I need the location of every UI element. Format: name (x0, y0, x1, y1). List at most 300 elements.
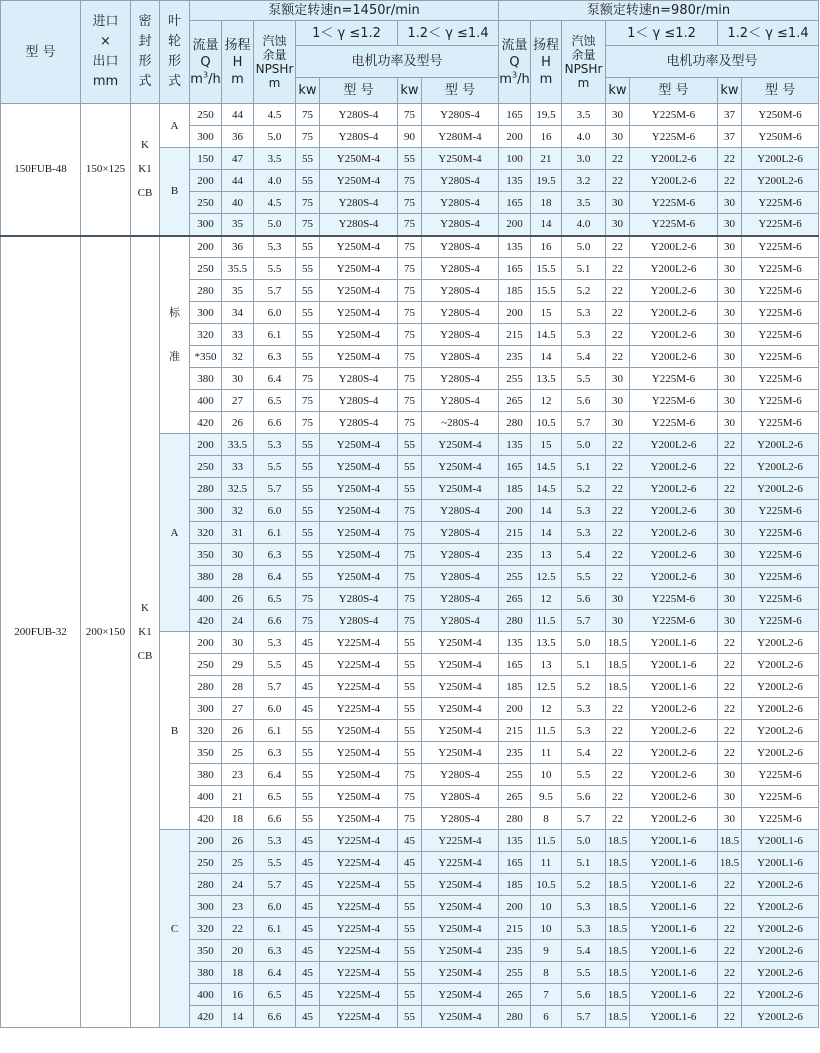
table-cell: 420 (190, 1006, 222, 1028)
table-cell: 135 (499, 434, 531, 456)
table-cell: 300 (190, 302, 222, 324)
table-cell: Y200L2-6 (630, 808, 718, 830)
table-cell: 135 (499, 236, 531, 258)
table-cell: 18.5 (606, 896, 630, 918)
table-cell: Y200L2-6 (742, 698, 819, 720)
table-cell: 5.7 (254, 874, 296, 896)
table-cell: 6.5 (254, 588, 296, 610)
impeller-type-label: B (170, 724, 179, 737)
table-cell: Y200L2-6 (742, 654, 819, 676)
table-cell: 36 (222, 236, 254, 258)
table-cell: 215 (499, 522, 531, 544)
table-cell: 15.5 (531, 280, 562, 302)
table-cell: 5.5 (254, 258, 296, 280)
table-cell: Y225M-6 (742, 192, 819, 214)
table-cell: 255 (499, 962, 531, 984)
table-cell: 55 (296, 566, 320, 588)
table-cell: 8 (531, 808, 562, 830)
table-cell: 200 (499, 126, 531, 148)
table-cell: 280 (190, 874, 222, 896)
table-cell: Y280M-4 (422, 126, 499, 148)
table-cell: 5.7 (562, 1006, 606, 1028)
table-cell: 5.6 (562, 984, 606, 1006)
table-cell: 280 (499, 610, 531, 632)
table-cell: 5.0 (562, 434, 606, 456)
table-cell: Y225M-6 (630, 214, 718, 236)
table-cell: 45 (296, 940, 320, 962)
table-cell: Y280S-4 (422, 764, 499, 786)
table-cell: 55 (398, 940, 422, 962)
table-cell: Y225M-6 (630, 610, 718, 632)
table-cell: 21 (531, 148, 562, 170)
table-cell: 6.4 (254, 566, 296, 588)
table-cell: Y280S-4 (320, 126, 398, 148)
table-cell: Y250M-4 (422, 896, 499, 918)
table-cell: 5.5 (254, 456, 296, 478)
table-cell: Y200L2-6 (742, 434, 819, 456)
table-cell: 75 (398, 566, 422, 588)
table-cell: Y225M-6 (742, 544, 819, 566)
table-cell: 26 (222, 720, 254, 742)
table-cell: Y250M-4 (320, 434, 398, 456)
table-cell: 200 (499, 500, 531, 522)
table-cell: 5.5 (562, 962, 606, 984)
table-cell: Y225M-6 (742, 764, 819, 786)
table-cell: Y250M-4 (320, 346, 398, 368)
table-cell: 30 (718, 500, 742, 522)
table-cell: Y225M-6 (742, 412, 819, 434)
table-cell: Y280S-4 (320, 214, 398, 236)
table-cell: 22 (718, 874, 742, 896)
table-cell: Y225M-4 (320, 962, 398, 984)
table-cell: ~280S-4 (422, 412, 499, 434)
impeller-type-label: C (170, 922, 179, 935)
table-cell: Y225M-6 (742, 324, 819, 346)
table-cell: 18.5 (606, 918, 630, 940)
table-cell: 30 (606, 368, 630, 390)
table-cell: 55 (296, 522, 320, 544)
table-cell: 380 (190, 962, 222, 984)
table-cell: Y200L1-6 (630, 632, 718, 654)
table-cell: Y200L2-6 (630, 786, 718, 808)
seal-type-label: K (141, 139, 149, 152)
table-cell: 14 (531, 522, 562, 544)
header-seal-type: 密 封 形 式 (131, 1, 160, 104)
header-head-1450: 扬程 H m (222, 21, 254, 104)
table-cell: 75 (398, 412, 422, 434)
table-cell: Y200L2-6 (630, 478, 718, 500)
table-cell: Y200L2-6 (630, 280, 718, 302)
table-cell: 3.5 (254, 148, 296, 170)
table-cell: Y250M-4 (320, 302, 398, 324)
table-cell: 7 (531, 984, 562, 1006)
table-cell: 5.0 (562, 236, 606, 258)
table-cell: 200 (190, 170, 222, 192)
table-cell: Y200L2-6 (630, 698, 718, 720)
table-cell: 55 (398, 918, 422, 940)
table-cell: Y225M-4 (320, 698, 398, 720)
table-cell: Y250M-4 (320, 236, 398, 258)
table-cell: 6.1 (254, 522, 296, 544)
table-cell: Y225M-4 (320, 676, 398, 698)
table-cell: 4.0 (562, 126, 606, 148)
table-cell: 13.5 (531, 368, 562, 390)
table-cell: Y200L1-6 (630, 830, 718, 852)
header-speed-980: 泵额定转速n=980r/min (499, 1, 819, 21)
table-cell: 30 (222, 632, 254, 654)
table-cell: 30 (222, 544, 254, 566)
table-cell: 265 (499, 786, 531, 808)
table-cell: 135 (499, 170, 531, 192)
table-cell: 5.3 (562, 522, 606, 544)
table-cell: 6.5 (254, 984, 296, 1006)
table-cell: Y280S-4 (422, 588, 499, 610)
table-cell: Y250M-6 (742, 104, 819, 126)
table-cell: 100 (499, 148, 531, 170)
table-cell: 5.3 (562, 918, 606, 940)
table-cell: 400 (190, 786, 222, 808)
table-cell: 380 (190, 368, 222, 390)
table-cell: 55 (296, 456, 320, 478)
table-cell: 320 (190, 324, 222, 346)
table-cell: 22 (606, 258, 630, 280)
table-cell: 75 (296, 214, 320, 236)
table-cell: 250 (190, 852, 222, 874)
table-cell: Y280S-4 (422, 258, 499, 280)
table-cell: Y200L2-6 (742, 742, 819, 764)
table-cell: Y225M-4 (422, 830, 499, 852)
table-cell: 37 (718, 126, 742, 148)
table-cell: 12.5 (531, 676, 562, 698)
table-cell: Y200L1-6 (630, 918, 718, 940)
table-cell: 75 (296, 192, 320, 214)
table-cell: 200 (190, 830, 222, 852)
table-cell: 185 (499, 676, 531, 698)
table-cell: 22 (606, 522, 630, 544)
table-cell: Y225M-4 (320, 1006, 398, 1028)
table-cell: 30 (718, 192, 742, 214)
table-cell: Y200L1-6 (630, 962, 718, 984)
table-cell: Y280S-4 (422, 390, 499, 412)
table-cell: Y200L2-6 (742, 896, 819, 918)
table-cell: Y200L2-6 (742, 632, 819, 654)
impeller-type-cell (160, 236, 190, 434)
header-kw: kw (718, 78, 742, 104)
table-cell: 18.5 (606, 852, 630, 874)
table-cell: 380 (190, 566, 222, 588)
impeller-type-label: A (170, 119, 179, 132)
model-cell: 150FUB-48 (1, 104, 81, 236)
table-cell: 4.5 (254, 192, 296, 214)
table-cell: 75 (398, 236, 422, 258)
table-cell: 6.0 (254, 896, 296, 918)
table-cell: 5.5 (562, 764, 606, 786)
table-cell: 75 (398, 588, 422, 610)
table-cell: Y250M-4 (422, 962, 499, 984)
table-cell: 30 (606, 588, 630, 610)
table-cell: Y200L2-6 (630, 456, 718, 478)
table-cell: *350 (190, 346, 222, 368)
table-cell: 36 (222, 126, 254, 148)
table-cell: Y225M-6 (742, 280, 819, 302)
table-cell: 5.3 (254, 632, 296, 654)
table-cell: 235 (499, 346, 531, 368)
table-cell: 4.0 (562, 214, 606, 236)
table-cell: 22 (606, 544, 630, 566)
table-cell: Y250M-4 (320, 478, 398, 500)
table-cell: Y250M-4 (320, 500, 398, 522)
table-cell: Y200L1-6 (630, 874, 718, 896)
table-cell: 380 (190, 764, 222, 786)
table-cell: 26 (222, 412, 254, 434)
table-cell: 22 (718, 1006, 742, 1028)
table-cell: Y225M-4 (422, 852, 499, 874)
table-cell: 55 (296, 258, 320, 280)
table-cell: 400 (190, 588, 222, 610)
table-cell: 5.4 (562, 742, 606, 764)
table-cell: 55 (296, 764, 320, 786)
table-cell: 55 (398, 962, 422, 984)
table-cell: 25 (222, 742, 254, 764)
table-cell: 18.5 (606, 984, 630, 1006)
table-cell: 165 (499, 258, 531, 280)
table-cell: Y225M-6 (742, 302, 819, 324)
table-cell: Y225M-6 (630, 412, 718, 434)
table-cell: 18.5 (606, 632, 630, 654)
impeller-type-cell (160, 830, 190, 1028)
table-cell: 13.5 (531, 632, 562, 654)
table-cell: 30 (718, 544, 742, 566)
table-cell: 4.5 (254, 104, 296, 126)
table-cell: Y225M-6 (742, 786, 819, 808)
table-cell: Y250M-4 (422, 698, 499, 720)
table-cell: Y200L2-6 (630, 302, 718, 324)
table-cell: 14 (531, 500, 562, 522)
table-cell: 37 (718, 104, 742, 126)
table-cell: 45 (296, 918, 320, 940)
table-cell: Y225M-6 (742, 390, 819, 412)
table-cell: Y200L2-6 (742, 962, 819, 984)
table-cell: 32 (222, 346, 254, 368)
table-cell: Y250M-4 (320, 544, 398, 566)
table-cell: 55 (398, 698, 422, 720)
table-cell: 30 (718, 786, 742, 808)
table-cell: 45 (296, 984, 320, 1006)
table-row (1, 236, 819, 258)
table-cell: 255 (499, 764, 531, 786)
table-cell: 18.5 (718, 830, 742, 852)
table-cell: 22 (718, 148, 742, 170)
table-cell: 300 (190, 896, 222, 918)
table-cell: 32.5 (222, 478, 254, 500)
model-cell: 200FUB-32 (1, 236, 81, 1028)
table-cell: 5.2 (562, 676, 606, 698)
header-inlet-outlet: 进口 × 出口 mm (81, 1, 131, 104)
table-cell: 280 (499, 1006, 531, 1028)
table-cell: 5.4 (562, 544, 606, 566)
table-cell: 300 (190, 126, 222, 148)
table-cell: 55 (296, 742, 320, 764)
table-cell: 45 (296, 1006, 320, 1028)
table-cell: Y250M-6 (742, 126, 819, 148)
table-cell: 22 (718, 170, 742, 192)
impeller-type-label: A (170, 526, 179, 539)
table-cell: 6.5 (254, 786, 296, 808)
table-cell: 14.5 (531, 324, 562, 346)
table-cell: 3.0 (562, 148, 606, 170)
table-cell: Y200L2-6 (742, 984, 819, 1006)
table-cell: Y280S-4 (422, 368, 499, 390)
table-cell: 16 (531, 126, 562, 148)
table-cell: 200 (499, 698, 531, 720)
header-kw: kw (296, 78, 320, 104)
table-cell: Y200L1-6 (630, 896, 718, 918)
table-cell: 5.5 (562, 566, 606, 588)
table-cell: 215 (499, 720, 531, 742)
table-cell: 22 (718, 434, 742, 456)
table-cell: 44 (222, 104, 254, 126)
table-cell: 55 (296, 148, 320, 170)
seal-type-label: K (141, 601, 149, 614)
table-cell: 22 (606, 148, 630, 170)
header-flow-1450: 流量 Q $m^3/h$ (190, 21, 222, 104)
table-cell: Y225M-6 (742, 500, 819, 522)
table-cell: 55 (398, 478, 422, 500)
table-cell: 22 (606, 324, 630, 346)
table-cell: 45 (296, 830, 320, 852)
table-cell: 11.5 (531, 830, 562, 852)
table-cell: 5.3 (562, 720, 606, 742)
table-cell: Y250M-4 (422, 720, 499, 742)
table-cell: 5.3 (562, 896, 606, 918)
table-cell: Y225M-4 (320, 918, 398, 940)
table-cell: 6.1 (254, 918, 296, 940)
table-cell: 22 (718, 676, 742, 698)
table-cell: 200 (190, 434, 222, 456)
header-gamma-high-980: 1.2＜ γ ≤1.4 (718, 21, 819, 46)
table-cell: Y225M-6 (742, 522, 819, 544)
table-cell: 22 (718, 984, 742, 1006)
table-cell: 400 (190, 390, 222, 412)
table-cell: 55 (398, 984, 422, 1006)
table-cell: 30 (718, 346, 742, 368)
table-cell: 28 (222, 676, 254, 698)
table-cell: 26 (222, 830, 254, 852)
table-cell: Y280S-4 (320, 588, 398, 610)
table-cell: 18.5 (606, 830, 630, 852)
table-cell: 6.5 (254, 390, 296, 412)
table-cell: 5.3 (562, 500, 606, 522)
table-cell: Y200L2-6 (742, 918, 819, 940)
table-cell: 30 (718, 588, 742, 610)
table-cell: Y225M-6 (742, 368, 819, 390)
table-cell: 22 (606, 478, 630, 500)
table-cell: 22 (606, 566, 630, 588)
header-kw: kw (398, 78, 422, 104)
table-cell: 19.5 (531, 104, 562, 126)
table-cell: 5.6 (562, 786, 606, 808)
table-cell: 45 (296, 874, 320, 896)
table-cell: 9 (531, 940, 562, 962)
table-cell: 22 (606, 764, 630, 786)
table-cell: Y250M-4 (422, 456, 499, 478)
table-cell: Y250M-4 (422, 918, 499, 940)
table-cell: 33 (222, 324, 254, 346)
table-cell: 5.7 (254, 478, 296, 500)
table-cell: 45 (296, 698, 320, 720)
table-cell: 23 (222, 896, 254, 918)
table-cell: Y200L1-6 (630, 984, 718, 1006)
table-cell: 11.5 (531, 610, 562, 632)
table-cell: Y250M-4 (422, 478, 499, 500)
table-cell: 22 (606, 698, 630, 720)
table-cell: 185 (499, 478, 531, 500)
table-cell: 30 (718, 566, 742, 588)
table-cell: 33 (222, 456, 254, 478)
table-cell: Y200L1-6 (630, 940, 718, 962)
header-head-980: 扬程 H m (531, 21, 562, 104)
table-cell: Y200L1-6 (630, 1006, 718, 1028)
impeller-type-cell (160, 148, 190, 236)
table-cell: 6.3 (254, 742, 296, 764)
table-cell: 75 (398, 280, 422, 302)
table-cell: Y225M-6 (630, 390, 718, 412)
table-cell: 30 (718, 390, 742, 412)
table-cell: 75 (398, 324, 422, 346)
table-cell: 200 (499, 214, 531, 236)
table-cell: Y200L2-6 (630, 764, 718, 786)
table-cell: 5.4 (562, 940, 606, 962)
table-cell: 200 (190, 236, 222, 258)
table-cell: 420 (190, 610, 222, 632)
table-cell: 5.4 (562, 346, 606, 368)
table-cell: 165 (499, 104, 531, 126)
table-cell: 30 (718, 236, 742, 258)
header-impeller-type: 叶 轮 形 式 (160, 1, 190, 104)
table-cell: 10.5 (531, 874, 562, 896)
table-cell: 30 (718, 302, 742, 324)
seal-type-cell (131, 104, 160, 236)
table-cell: 22 (606, 280, 630, 302)
table-cell: 30 (606, 412, 630, 434)
table-cell: 75 (398, 764, 422, 786)
table-cell: 27 (222, 390, 254, 412)
table-cell: 22 (718, 896, 742, 918)
table-cell: Y250M-4 (422, 984, 499, 1006)
table-cell: 55 (296, 280, 320, 302)
table-cell: Y200L2-6 (630, 566, 718, 588)
table-cell: 6.6 (254, 1006, 296, 1028)
table-cell: Y225M-6 (630, 126, 718, 148)
table-cell: Y280S-4 (422, 170, 499, 192)
table-cell: 12.5 (531, 566, 562, 588)
table-cell: 6.1 (254, 324, 296, 346)
table-cell: 15 (531, 302, 562, 324)
table-cell: 6.6 (254, 610, 296, 632)
table-cell: 6 (531, 1006, 562, 1028)
table-cell: 12 (531, 698, 562, 720)
table-cell: 9.5 (531, 786, 562, 808)
table-cell: 55 (296, 434, 320, 456)
table-cell: Y225M-4 (320, 654, 398, 676)
table-cell: Y250M-4 (320, 522, 398, 544)
table-cell: Y280S-4 (422, 280, 499, 302)
table-cell: 28 (222, 566, 254, 588)
table-cell: 200 (190, 632, 222, 654)
table-cell: 55 (398, 1006, 422, 1028)
header-type: 型 号 (422, 78, 499, 104)
table-cell: 55 (398, 742, 422, 764)
